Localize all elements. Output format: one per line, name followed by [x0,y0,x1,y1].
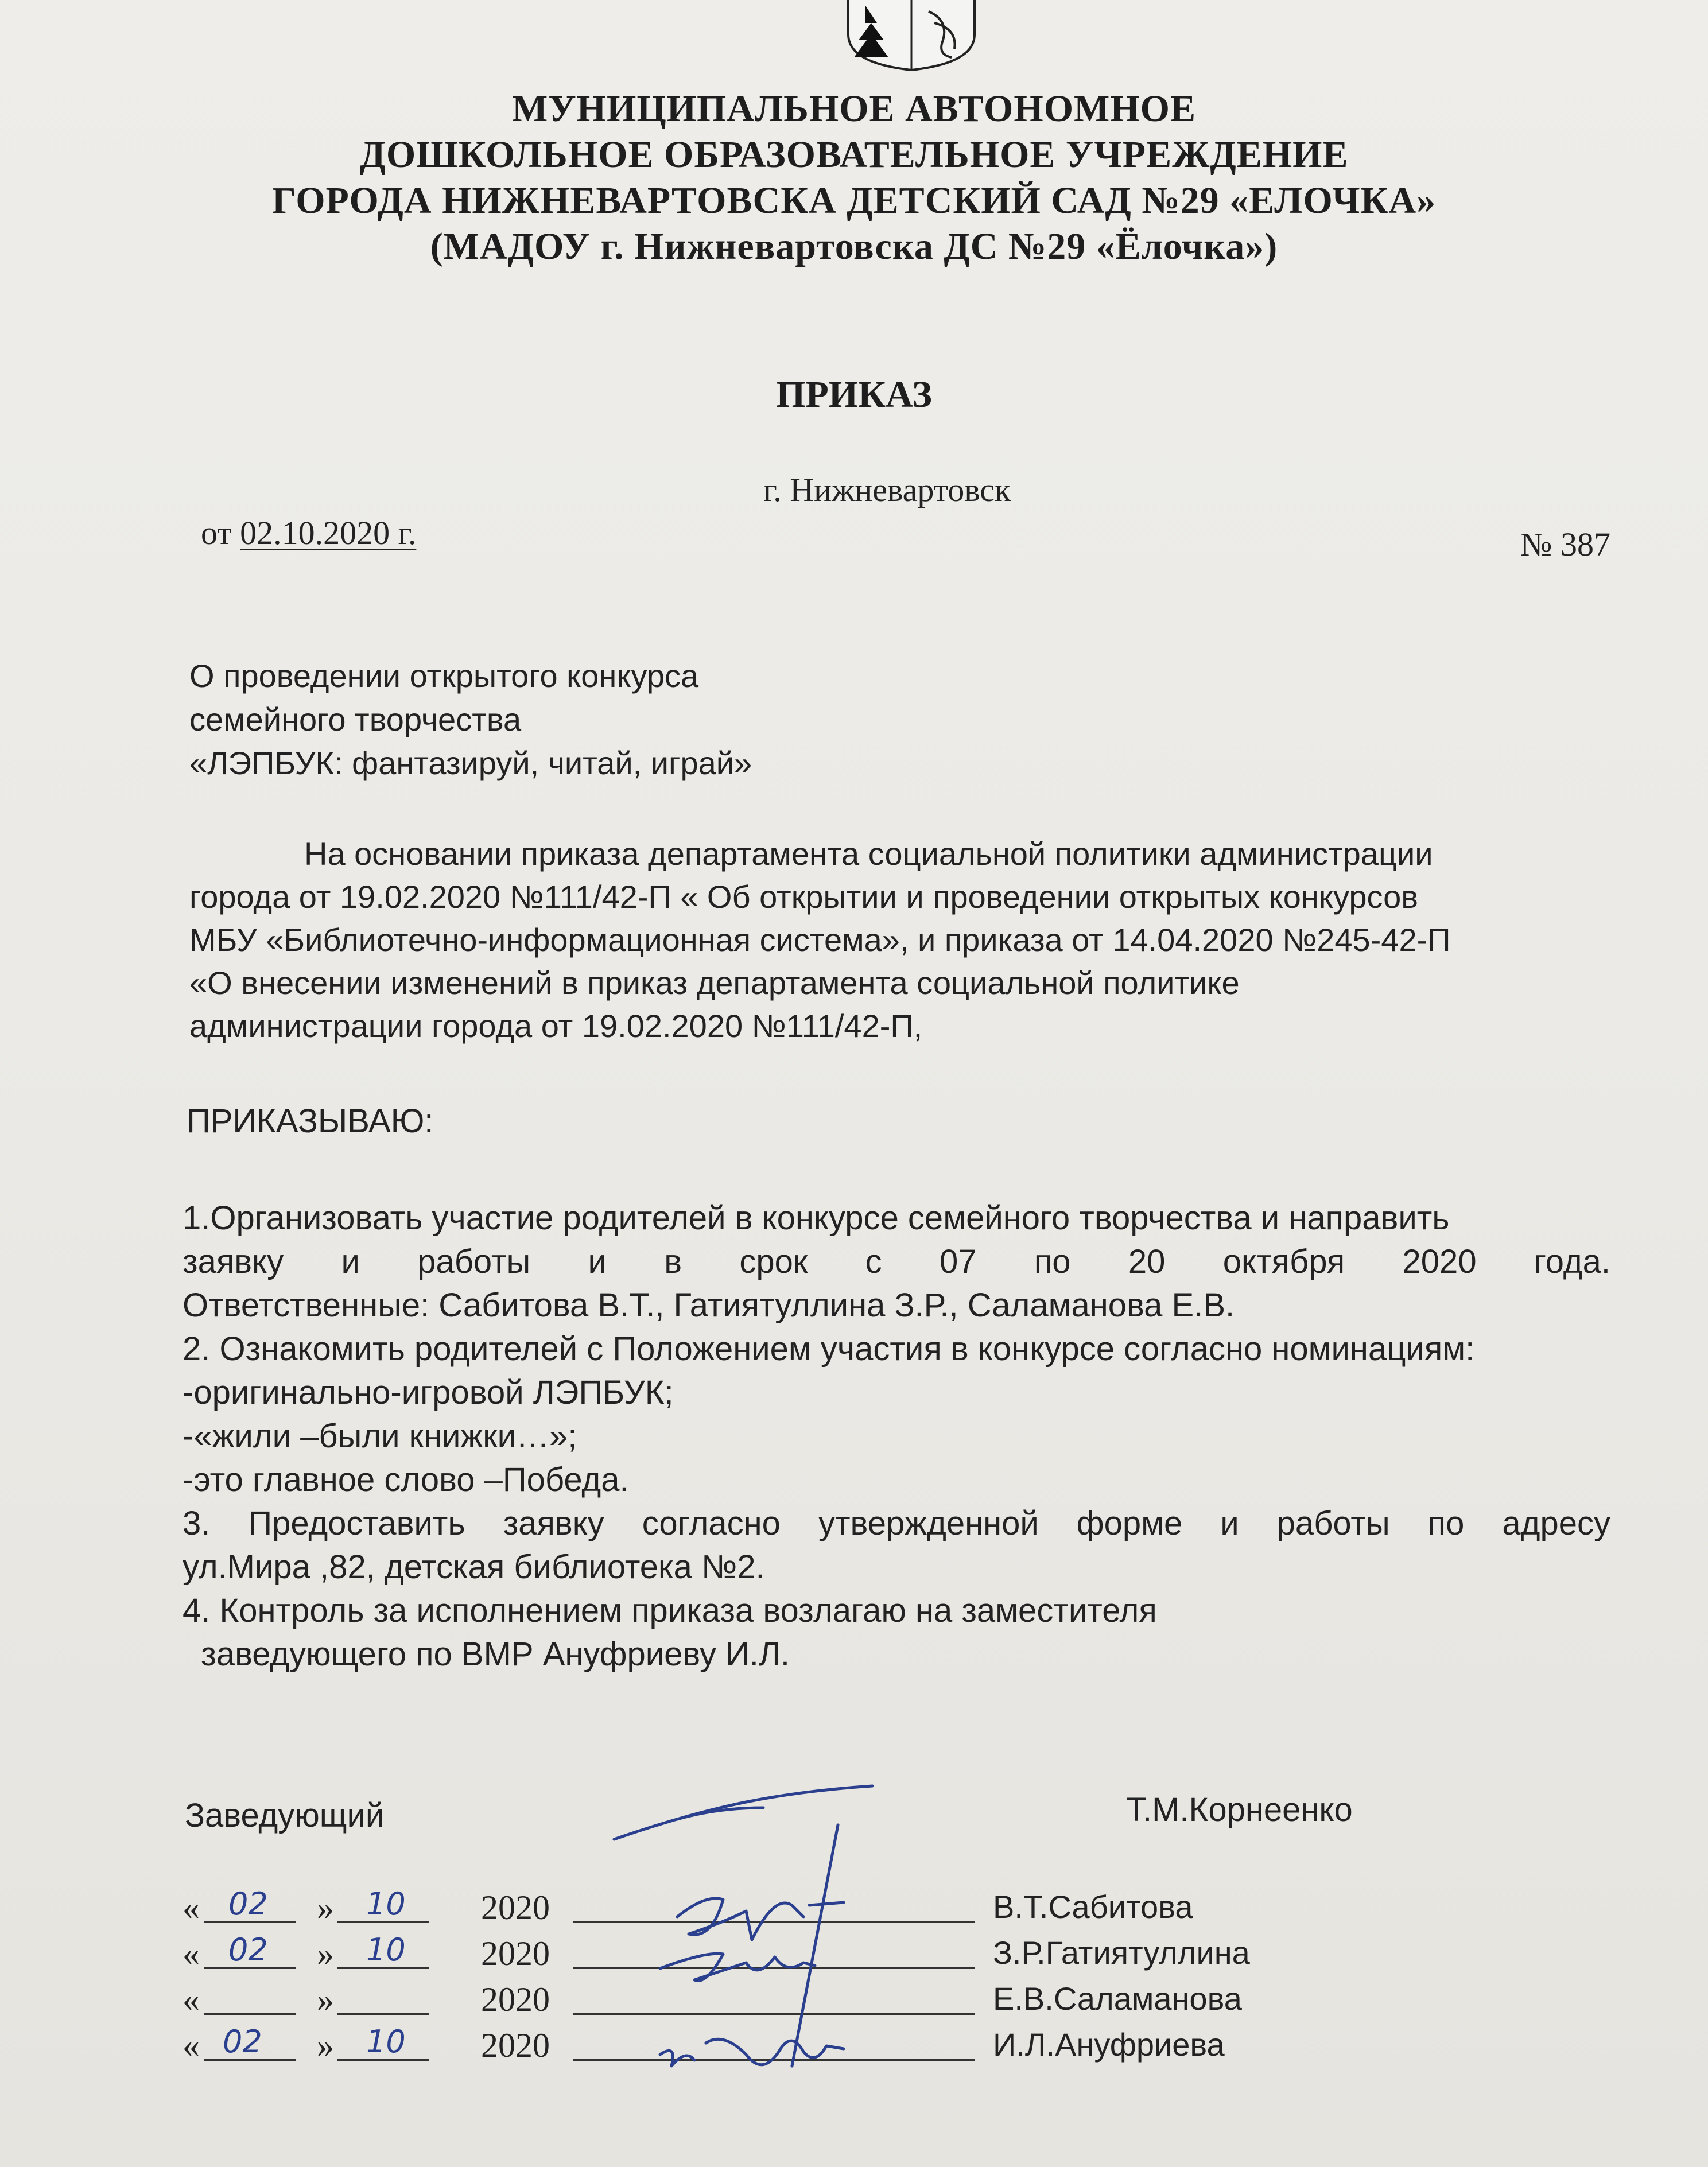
handwritten-month: 10 [366,2024,406,2060]
quote-open: « [183,1935,200,1972]
year: 2020 [481,1889,550,1927]
order-directive: ПРИКАЗЫВАЮ: [187,1102,434,1140]
org-line: МУНИЦИПАЛЬНОЕ АВТОНОМНОЕ [511,88,1197,130]
handwritten-day: 02 [223,2024,262,2060]
item-line: -оригинально-игровой ЛЭПБУК; [183,1374,674,1411]
document-title: ПРИКАЗ [776,374,932,415]
handwritten-day: 02 [228,1886,268,1922]
item-line: 1.Организовать участие родителей в конкурсе семейного творчества и направить [183,1199,1450,1237]
handwritten-month: 10 [366,1932,406,1968]
org-line: ГОРОДА НИЖНЕВАРТОВСКА ДЕТСКИЙ САД №29 «ЕЛОЧКА» [271,180,1437,222]
signature-anufrieva [660,2039,844,2066]
item-line: 2. Ознакомить родителей с Положением участия в конкурсе согласно номинациям: [183,1330,1475,1368]
quote-open: « [183,1980,200,2018]
person-name: И.Л.Ануфриева [993,2026,1225,2063]
item-line: заявку и работы и в срок с 07 по 20 октября 2020 года. [183,1243,1610,1280]
subject-line: О проведении открытого конкурса [189,658,699,694]
quote-close: » [317,1935,334,1972]
year: 2020 [481,1980,550,2018]
city: г. Нижневартовск [763,471,1011,508]
signatory-title: Заведующий [185,1797,385,1834]
item-line: 4. Контроль за исполнением приказа возлагаю на заместителя [183,1592,1157,1629]
quote-close: » [317,2026,334,2064]
director-signature [614,1786,872,1839]
item-line: ул.Мира ,82, детская библиотека №2. [183,1548,765,1586]
person-name: В.Т.Сабитова [993,1889,1193,1925]
item-line: -«жили –были книжки…»; [183,1418,577,1455]
item-line: Ответственные: Сабитова В.Т., Гатиятуллина З.Р., Саламанова Е.В. [183,1287,1235,1324]
year: 2020 [481,2026,550,2064]
preamble-line: МБУ «Библиотечно-информационная система», и приказа от 14.04.2020 №245-42-П [189,922,1451,958]
item-line: 3. Предоставить заявку согласно утвержденной форме и работы по адресу [183,1505,1610,1542]
preamble-line: администрации города от 19.02.2020 №111/42-П, [189,1008,923,1044]
preamble-line: На основании приказа департамента социальной политики администрации [304,836,1433,872]
person-name: Е.В.Саламанова [993,1980,1242,2017]
preamble-line: «О внесении изменений в приказ департамента социальной политике [189,965,1240,1001]
preamble-line: города от 19.02.2020 №111/42-П « Об открытии и проведении открытых конкурсов [189,879,1418,915]
year: 2020 [481,1935,550,1972]
order-number: № 387 [1520,526,1610,563]
org-line: ДОШКОЛЬНОЕ ОБРАЗОВАТЕЛЬНОЕ УЧРЕЖДЕНИЕ [359,134,1349,176]
date-value: 02.10.2020 г. [240,514,417,552]
handwritten-month: 10 [366,1886,406,1922]
quote-open: « [183,1889,200,1927]
signature-gatiyatullina [660,1954,815,1980]
handwritten-day: 02 [228,1932,268,1968]
subject-line: семейного творчества [189,701,522,737]
quote-close: » [317,1980,334,2018]
date-prefix: от [201,514,240,552]
item-line: -это главное слово –Победа. [183,1461,629,1498]
item-line: заведующего по ВМР Ануфриеву И.Л. [183,1636,790,1673]
subject-line: «ЛЭПБУК: фантазируй, читай, играй» [189,745,752,781]
signatory-name: Т.М.Корнеенко [1126,1791,1353,1828]
signature-vertical-stroke [792,1825,838,2066]
org-abbreviation: (МАДОУ г. Нижневартовска ДС №29 «Ёлочка») [430,226,1278,267]
quote-open: « [183,2026,200,2064]
quote-close: » [317,1889,334,1927]
person-name: З.Р.Гатиятуллина [993,1935,1250,1971]
